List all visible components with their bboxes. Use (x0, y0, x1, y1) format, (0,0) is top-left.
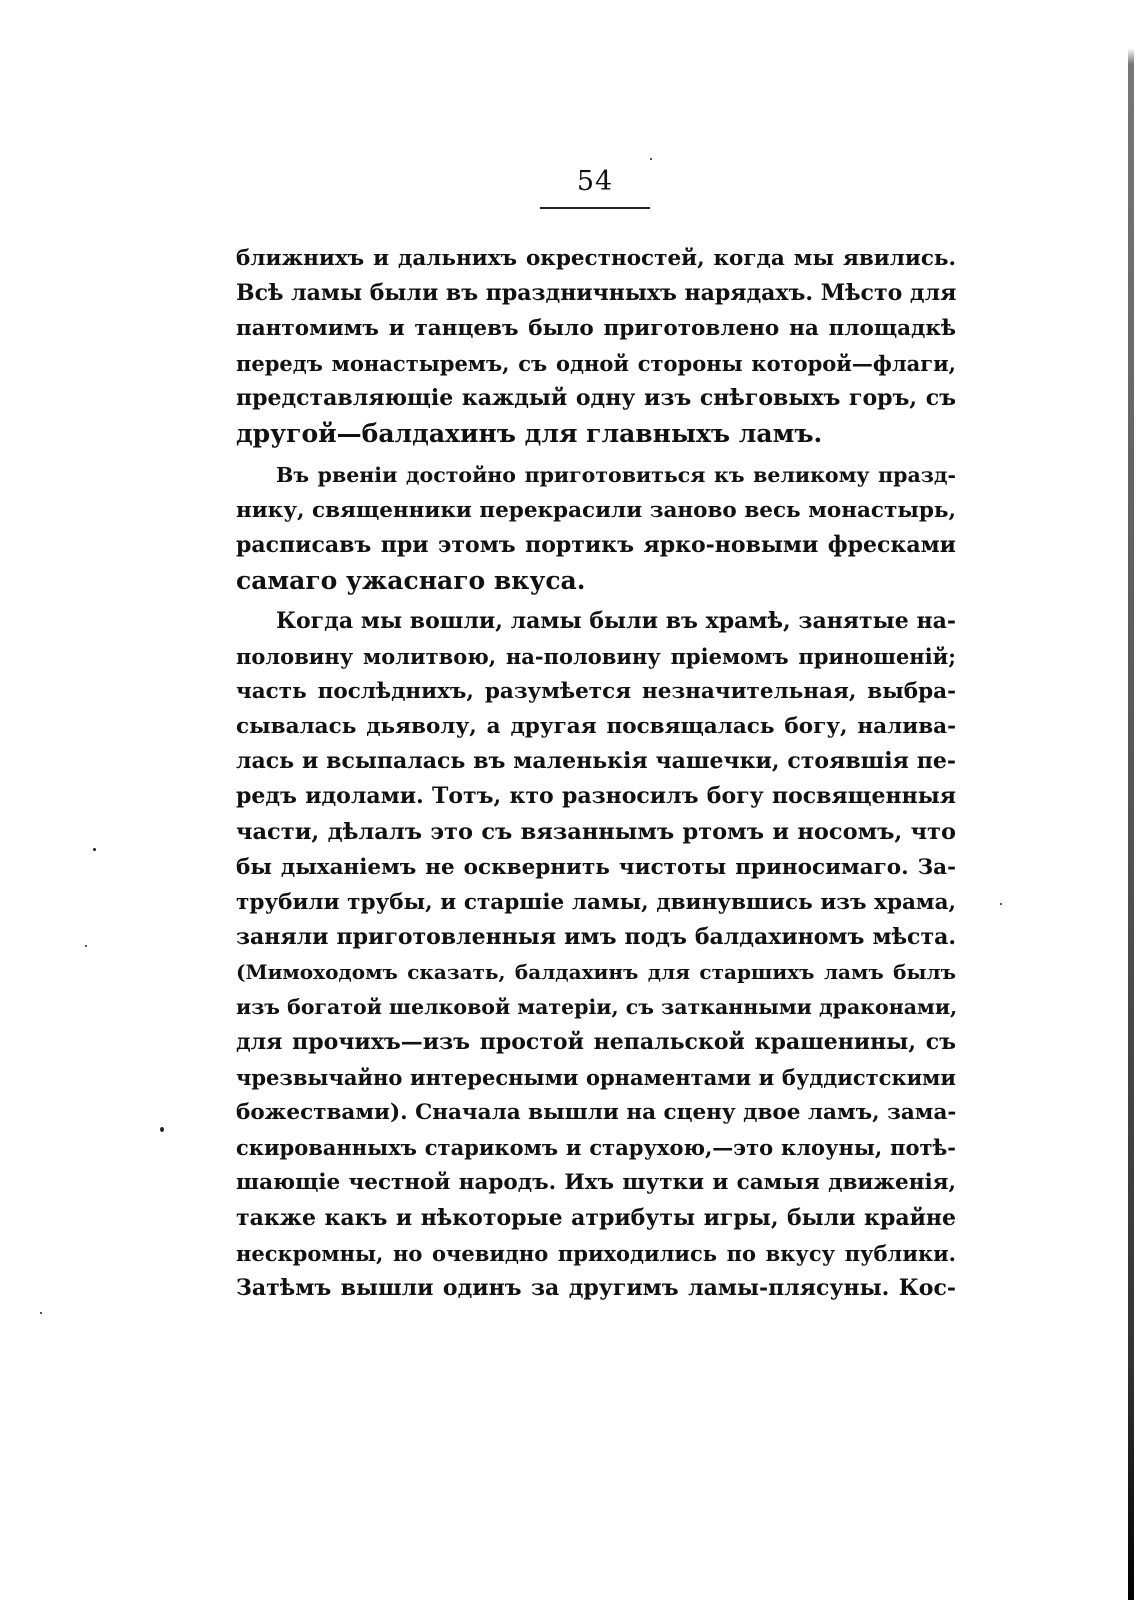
text-line: часть послѣднихъ, разумѣется незначительная, выбра- (236, 679, 956, 705)
text-line: заняли приготовленныя имъ подъ балдахиномъ мѣста. (236, 923, 956, 950)
page-number-rule (540, 207, 650, 209)
scan-speck (93, 848, 96, 851)
text-line: скированныхъ старикомъ и старухою,—это клоуны, потѣ- (236, 1135, 956, 1161)
text-line: также какъ и нѣкоторые атрибуты игры, были крайне (236, 1204, 956, 1231)
text-line: нескромны, но очевидно приходились по вкусу публики. (236, 1240, 956, 1266)
text-line: лась и всыпалась въ маленькія чашечки, стоявшія пе- (236, 748, 956, 775)
text-line: расписавъ при этомъ портикъ ярко-новыми фресками (236, 531, 956, 558)
text-line: части, дѣлалъ это съ вязаннымъ ртомъ и носомъ, что (236, 818, 956, 845)
scan-speck (650, 158, 652, 160)
text-line: передъ монастыремъ, съ одной стороны которой—флаги, (236, 351, 956, 377)
text-line: самаго ужаснаго вкуса. (236, 565, 586, 595)
scan-speck (85, 945, 87, 947)
scan-speck (1000, 903, 1002, 905)
text-line: чрезвычайно интересными орнаментами и буддистскими (236, 1065, 956, 1091)
paragraph-2 (236, 458, 956, 598)
text-line: Когда мы вошли, ламы были въ храмѣ, занятые на- (276, 607, 956, 634)
text-line: Всѣ ламы были въ праздничныхъ нарядахъ. Мѣсто для (236, 280, 957, 307)
text-line: половину молитвою, на-половину пріемомъ приношеній; (236, 644, 956, 670)
text-line: бы дыханіемъ не осквернить чистоты приносимаго. За- (236, 854, 956, 880)
text-line: божествами). Сначала вышли на сцену двое ламъ, зама- (236, 1100, 957, 1126)
text-line: изъ богатой шелковой матеріи, съ затканными драконами, (236, 994, 958, 1019)
paragraph-3 (236, 604, 956, 1306)
scan-page-edge (1128, 0, 1134, 1600)
text-line: ближнихъ и дальнихъ окрестностей, когда мы явились. (236, 246, 956, 271)
text-line: Затѣмъ вышли одинъ за другимъ ламы-плясуны. Кос- (236, 1274, 956, 1301)
text-line: трубили трубы, и старшіе ламы, двинувшись изъ храма, (236, 889, 956, 915)
text-line: пантомимъ и танцевъ было приготовлено на площадкѣ (236, 316, 956, 342)
scan-speck (160, 1127, 164, 1132)
text-line: для прочихъ—изъ простой непальской крашенины, съ (236, 1029, 956, 1056)
text-line: (Мимоходомъ сказать, балдахинъ для старшихъ ламъ былъ (236, 959, 956, 984)
text-line: представляющіе каждый одну изъ снѣговыхъ горъ, съ (236, 385, 956, 412)
text-line: Въ рвеніи достойно приготовиться къ великому празд- (276, 462, 956, 487)
text-line: сывалась дьяволу, а другая посвящалась богу, налива- (236, 714, 956, 740)
text-line: редъ идолами. Тотъ, кто разносилъ богу посвященныя (236, 783, 956, 810)
text-line: другой—балдахинъ для главныхъ ламъ. (236, 419, 823, 449)
body-text (236, 241, 956, 1306)
paragraph-1 (236, 241, 956, 452)
text-line: нику, священники перекрасили заново весь монастырь, (236, 497, 956, 523)
page-number: 54 (576, 166, 614, 197)
scan-speck (40, 1312, 42, 1314)
text-line: шающіе честной народъ. Ихъ шутки и самыя движенія, (236, 1170, 956, 1196)
